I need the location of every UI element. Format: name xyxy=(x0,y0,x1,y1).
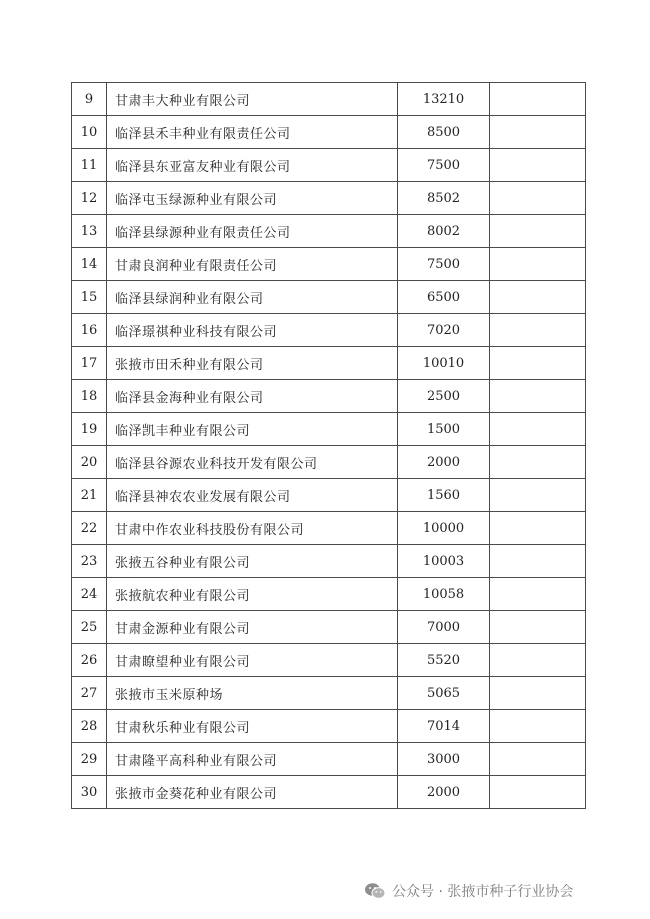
table-row xyxy=(72,281,586,314)
row-number: 16 xyxy=(72,314,107,347)
table-row xyxy=(72,578,586,611)
company-name: 张掖市玉米原种场 xyxy=(107,677,398,710)
note-cell xyxy=(490,347,586,380)
table-row xyxy=(72,83,586,116)
area-value: 1500 xyxy=(398,413,490,446)
table-row xyxy=(72,413,586,446)
row-number: 27 xyxy=(72,677,107,710)
table-row xyxy=(72,644,586,677)
company-name: 临泽县禾丰种业有限责任公司 xyxy=(107,116,398,149)
table-row xyxy=(72,479,586,512)
row-number: 9 xyxy=(72,83,107,116)
table-row xyxy=(72,545,586,578)
area-value: 1560 xyxy=(398,479,490,512)
company-name: 临泽县神农农业发展有限公司 xyxy=(107,479,398,512)
note-cell xyxy=(490,446,586,479)
note-cell xyxy=(490,413,586,446)
table-row xyxy=(72,677,586,710)
company-name: 临泽县金海种业有限公司 xyxy=(107,380,398,413)
row-number: 25 xyxy=(72,611,107,644)
area-value: 8502 xyxy=(398,182,490,215)
watermark xyxy=(364,880,573,902)
row-number: 26 xyxy=(72,644,107,677)
company-name: 甘肃丰大种业有限公司 xyxy=(107,83,398,116)
table-row xyxy=(72,776,586,809)
note-cell xyxy=(490,281,586,314)
area-value: 7000 xyxy=(398,611,490,644)
company-name: 张掖市金葵花种业有限公司 xyxy=(107,776,398,809)
company-name: 甘肃秋乐种业有限公司 xyxy=(107,710,398,743)
note-cell xyxy=(490,677,586,710)
company-name: 张掖航农种业有限公司 xyxy=(107,578,398,611)
note-cell xyxy=(490,83,586,116)
table-row xyxy=(72,446,586,479)
row-number: 14 xyxy=(72,248,107,281)
note-cell xyxy=(490,743,586,776)
area-value: 8002 xyxy=(398,215,490,248)
area-value: 10058 xyxy=(398,578,490,611)
company-name: 甘肃隆平高科种业有限公司 xyxy=(107,743,398,776)
row-number: 13 xyxy=(72,215,107,248)
area-value: 5065 xyxy=(398,677,490,710)
note-cell xyxy=(490,314,586,347)
note-cell xyxy=(490,479,586,512)
row-number: 17 xyxy=(72,347,107,380)
area-value: 3000 xyxy=(398,743,490,776)
note-cell xyxy=(490,611,586,644)
row-number: 22 xyxy=(72,512,107,545)
table-row xyxy=(72,347,586,380)
row-number: 28 xyxy=(72,710,107,743)
note-cell xyxy=(490,149,586,182)
area-value: 2500 xyxy=(398,380,490,413)
row-number: 20 xyxy=(72,446,107,479)
company-name: 临泽璟祺种业科技有限公司 xyxy=(107,314,398,347)
note-cell xyxy=(490,578,586,611)
seed-company-table xyxy=(71,82,586,809)
area-value: 10010 xyxy=(398,347,490,380)
company-name: 临泽县谷源农业科技开发有限公司 xyxy=(107,446,398,479)
note-cell xyxy=(490,248,586,281)
area-value: 7020 xyxy=(398,314,490,347)
company-name: 临泽县绿润种业有限公司 xyxy=(107,281,398,314)
watermark-text: 公众号 · 张掖市种子行业协会 xyxy=(392,884,574,900)
row-number: 15 xyxy=(72,281,107,314)
area-value: 8500 xyxy=(398,116,490,149)
note-cell xyxy=(490,215,586,248)
company-name: 甘肃良润种业有限责任公司 xyxy=(107,248,398,281)
wechat-icon xyxy=(364,882,386,900)
table-row xyxy=(72,248,586,281)
row-number: 24 xyxy=(72,578,107,611)
table-row xyxy=(72,314,586,347)
table-row xyxy=(72,116,586,149)
table-row xyxy=(72,611,586,644)
company-name: 张掖市田禾种业有限公司 xyxy=(107,347,398,380)
area-value: 13210 xyxy=(398,83,490,116)
note-cell xyxy=(490,545,586,578)
note-cell xyxy=(490,182,586,215)
area-value: 10003 xyxy=(398,545,490,578)
company-name: 甘肃瞭望种业有限公司 xyxy=(107,644,398,677)
company-name: 临泽县绿源种业有限责任公司 xyxy=(107,215,398,248)
table-row xyxy=(72,215,586,248)
area-value: 2000 xyxy=(398,776,490,809)
area-value: 10000 xyxy=(398,512,490,545)
table-row xyxy=(72,512,586,545)
table-row xyxy=(72,182,586,215)
row-number: 12 xyxy=(72,182,107,215)
company-name: 临泽屯玉绿源种业有限公司 xyxy=(107,182,398,215)
area-value: 5520 xyxy=(398,644,490,677)
company-name: 甘肃金源种业有限公司 xyxy=(107,611,398,644)
table-row xyxy=(72,380,586,413)
table-row xyxy=(72,149,586,182)
company-name: 临泽凯丰种业有限公司 xyxy=(107,413,398,446)
company-name: 张掖五谷种业有限公司 xyxy=(107,545,398,578)
row-number: 29 xyxy=(72,743,107,776)
table-row xyxy=(72,743,586,776)
row-number: 21 xyxy=(72,479,107,512)
area-value: 7500 xyxy=(398,149,490,182)
row-number: 18 xyxy=(72,380,107,413)
note-cell xyxy=(490,644,586,677)
row-number: 30 xyxy=(72,776,107,809)
note-cell xyxy=(490,776,586,809)
note-cell xyxy=(490,710,586,743)
row-number: 11 xyxy=(72,149,107,182)
company-name: 临泽县东亚富友种业有限公司 xyxy=(107,149,398,182)
row-number: 23 xyxy=(72,545,107,578)
note-cell xyxy=(490,512,586,545)
table-row xyxy=(72,710,586,743)
company-name: 甘肃中作农业科技股份有限公司 xyxy=(107,512,398,545)
note-cell xyxy=(490,380,586,413)
area-value: 6500 xyxy=(398,281,490,314)
area-value: 7500 xyxy=(398,248,490,281)
row-number: 10 xyxy=(72,116,107,149)
note-cell xyxy=(490,116,586,149)
row-number: 19 xyxy=(72,413,107,446)
area-value: 7014 xyxy=(398,710,490,743)
table-body xyxy=(72,83,586,809)
area-value: 2000 xyxy=(398,446,490,479)
